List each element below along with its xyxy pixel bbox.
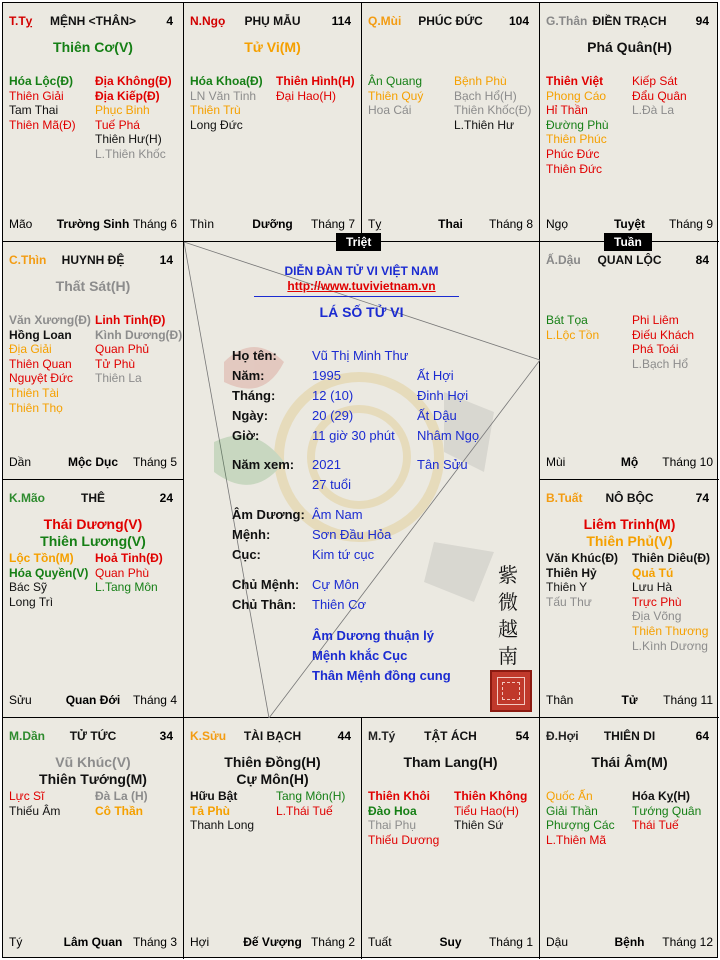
palace-header [546,491,713,507]
minor-star: Địa Võng [632,609,682,624]
minor-star: Thiên Khôi [368,789,430,803]
minor-star: Long Đức [190,117,243,132]
chinese-vertical-text: 紫 微 越 南 [498,563,518,668]
minor-star: Thiên Đức [546,161,603,176]
palace-age: 4 [166,14,173,28]
minor-star: Thiên Hình(H) [276,74,355,88]
footer-branch: Mùi [546,455,566,469]
note-line: Mệnh khắc Cục [312,648,408,663]
minor-star: Thiên La [95,371,142,386]
palace-age: 14 [159,253,173,267]
palace-age: 74 [695,491,709,505]
minor-star: Tuế Phá [95,117,140,132]
info-label: Cục: [232,547,261,562]
minor-star: Thiên Thọ [9,400,63,415]
minor-star: Thiên Tài [9,385,59,400]
major-star: Tử Vi(M) [244,39,301,55]
minor-star: Tam Thai [9,103,59,118]
minor-star: Giải Thần [546,803,598,818]
palace-month: Tháng 9 [668,217,713,231]
life-stage: Tử [621,693,638,707]
minor-stars-right [632,789,701,833]
minor-star: Hữu Bật [190,789,238,803]
minor-star: Thiếu Dương [368,832,440,847]
life-stage: Mộc Dục [67,455,118,469]
palace-header [546,253,713,269]
palace-footer [9,455,177,470]
palace-age: 114 [331,14,351,28]
palace-footer [546,935,713,950]
major-star: Thiên Tướng(M) [39,771,147,787]
palace-quan-loc [540,242,719,480]
minor-star: Phục Binh [95,103,150,118]
site-title: DIỄN ĐÀN TỬ VI VIỆT NAM [284,264,439,278]
footer-branch: Tuất [368,935,392,949]
tuan-tag: Tuần [604,233,652,251]
minor-star: L.Thiên Mã [546,832,607,847]
minor-stars-left [546,313,599,342]
major-star: Vũ Khúc(V) [55,754,131,770]
minor-star: Ân Quang [368,74,423,88]
minor-star: Phúc Đức [546,146,600,161]
minor-stars-right [632,313,694,371]
minor-star: Thiên Thương [632,623,709,638]
stem-branch: M.Dần [9,729,45,743]
palace-header [546,729,713,745]
minor-star: Kiếp Sát [632,74,678,88]
palace-name: NÔ BỘC [605,491,654,505]
palace-footer [368,217,533,232]
stem-branch: B.Tuất [546,491,583,505]
minor-star: Hóa Quyền(V) [9,565,89,580]
palace-header [9,491,177,507]
info-value: Vũ Thị Minh Thư [312,348,409,363]
minor-star: Thiên Giải [9,88,64,103]
minor-star: Tiểu Hao(H) [454,803,519,818]
life-stage: Mộ [620,455,639,469]
major-star: Thiên Cơ(V) [53,39,133,55]
info-label: Ngày: [232,408,269,423]
title-rule [254,296,459,297]
minor-stars-right [95,789,148,818]
minor-star: Đẩu Quân [632,88,687,103]
minor-stars-left [368,74,423,118]
minor-star: L.Thái Tuế [276,803,333,818]
palace-footer [368,935,533,950]
palace-age: 104 [508,14,529,28]
footer-branch: Thìn [190,217,215,231]
info-label: Chủ Thân: [232,597,297,612]
palace-name: PHÚC ĐỨC [418,14,483,28]
palace-header [9,14,177,30]
minor-star: Thiên Sứ [454,818,504,833]
palace-menh [3,3,184,242]
minor-star: Hóa Khoa(Đ) [190,74,263,88]
palace-name: TỬ TỨC [69,729,117,743]
minor-star: Kình Dương(Đ) [95,327,183,342]
life-stage: Quan Đới [65,693,121,707]
info-value: Kim tứ cục [312,547,375,562]
palace-month: Tháng 3 [132,935,177,949]
minor-star: Tang Môn(H) [276,789,346,803]
minor-stars-right [95,551,163,595]
palace-header [190,14,355,30]
info-label: Tháng: [232,388,276,403]
palace-month: Tháng 5 [132,455,177,469]
minor-star: Bạch Hổ(H) [454,88,517,103]
palace-phu-mau [184,3,362,242]
minor-star: Nguyệt Đức [9,371,74,386]
minor-stars-right [276,789,345,818]
minor-star: L.Kình Dương [632,638,708,653]
minor-star: Quả Tú [632,565,674,580]
palace-age: 54 [515,729,529,743]
stem-branch: Đ.Hợi [546,729,579,743]
major-star: Cự Môn(H) [236,771,309,787]
palace-header [9,729,177,745]
info-label: Năm xem: [232,457,295,472]
minor-star: Phong Cáo [546,88,607,103]
info-value: 11 giờ 30 phút [312,428,395,443]
minor-star: Tấu Thư [546,594,592,609]
minor-stars-right [632,74,687,118]
stem-branch: N.Ngọ [190,14,226,28]
minor-star: Quốc Ấn [546,789,593,803]
stem-branch: C.Thìn [9,253,47,267]
palace-month: Tháng 4 [132,693,177,707]
palace-month: Tháng 10 [662,455,713,469]
palace-month: Tháng 8 [488,217,533,231]
chart-title: LÁ SỐ TỬ VI [319,304,404,320]
minor-star: Bệnh Phù [454,74,507,88]
palace-header [190,729,355,745]
footer-branch: Hợi [190,935,210,949]
major-star: Tham Lang(H) [403,754,498,770]
minor-star: Đà La (H) [95,789,148,803]
footer-branch: Mão [9,217,33,231]
minor-star: Quan Phủ [95,342,150,357]
minor-star: Trực Phù [632,594,682,609]
minor-star: L.Thiên Khốc [95,146,166,161]
footer-branch: Thân [546,693,574,707]
minor-star: Đào Hoa [368,803,417,818]
palace-tai-bach [184,718,362,959]
minor-star: Lộc Tồn(M) [9,551,74,565]
stem-branch: K.Sửu [190,729,227,743]
palace-footer [546,455,713,470]
minor-star: L.Đà La [632,103,675,118]
palace-month: Tháng 7 [310,217,355,231]
palace-age: 34 [159,729,173,743]
minor-star: Thiên Trù [190,103,241,118]
note-line: Âm Dương thuận lý [312,628,434,643]
major-star: Thiên Lương(V) [40,533,146,549]
palace-name: THIÊN DI [603,729,656,743]
palace-name: TÀI BẠCH [243,729,302,743]
footer-branch: Tỵ [368,217,382,231]
palace-age: 44 [337,729,351,743]
horoscope-chart [2,2,718,958]
minor-stars-left [9,313,91,415]
minor-stars-left [9,74,76,132]
minor-star: Tử Phù [95,356,136,371]
info-label: Âm Dương: [232,507,305,522]
minor-star: Hóa Lộc(Đ) [9,74,73,88]
info-value-canchi: Ất Hợi [417,368,454,383]
palace-tat-ach [362,718,540,959]
info-label: Chủ Mệnh: [232,577,300,592]
minor-star: Điếu Khách [632,327,695,342]
stem-branch: Ấ.Dậu [546,253,581,267]
minor-star: Địa Giải [9,342,52,357]
center-panel [184,242,540,718]
palace-month: Tháng 11 [663,693,713,707]
minor-star: Thiên Diêu(Đ) [632,551,710,565]
minor-star: Văn Khúc(Đ) [546,551,618,565]
minor-star: Tả Phù [190,803,231,818]
life-stage: Thai [438,217,463,231]
palace-thien-di [540,718,719,959]
minor-star: Phá Toái [632,342,679,357]
stem-branch: T.Tỵ [9,14,33,28]
minor-star: Thiên Phúc [546,132,607,147]
life-stage: Dưỡng [252,217,293,231]
life-stage: Lâm Quan [63,935,123,949]
palace-name: ĐIỀN TRẠCH [592,14,667,28]
minor-star: Hóa Kỵ(H) [632,789,691,803]
palace-footer [546,217,713,232]
minor-star: Lưu Hà [632,580,673,595]
stem-branch: Q.Mùi [368,14,402,28]
palace-header [546,14,713,30]
info-value: 20 (29) [312,408,354,423]
minor-star: Đại Hao(H) [276,88,337,103]
info-value: 2021 [312,457,341,472]
minor-star: Bát Tọa [546,313,588,327]
age-value: 27 tuổi [312,477,352,492]
minor-star: Văn Xương(Đ) [9,313,91,327]
palace-tu-tuc [3,718,184,959]
minor-star: Hồng Loan [9,327,72,342]
minor-stars-right [454,74,531,132]
palace-age: 94 [695,14,709,28]
minor-stars-right [632,551,710,653]
palace-age: 84 [695,253,709,267]
major-star: Thất Sát(H) [55,278,131,294]
palace-age: 24 [159,491,173,505]
info-value-canchi: Nhâm Ngọ [417,428,480,443]
info-label: Họ tên: [232,348,277,363]
palace-header [368,729,533,745]
minor-star: Thiên Khốc(Đ) [454,103,532,118]
minor-star: Thiên Hư(H) [95,132,162,147]
footer-branch: Ngọ [546,217,569,231]
palace-footer [9,217,177,232]
info-label: Giờ: [232,428,260,443]
info-value: 1995 [312,368,341,383]
palace-footer [190,217,355,232]
minor-star: Bác Sỹ [9,580,48,595]
palace-footer [9,935,177,950]
red-seal [490,670,532,712]
info-value-canchi: Tân Sửu [417,457,468,472]
info-value-canchi: Ất Dậu [417,408,457,423]
footer-branch: Sửu [9,693,32,707]
palace-footer [190,935,355,950]
major-star: Thiên Đồng(H) [224,754,321,770]
palace-huynh-de [3,242,184,480]
minor-star: L.Thiên Hư [454,117,515,132]
minor-star: Thanh Long [190,818,255,833]
palace-month: Tháng 1 [488,935,533,949]
minor-star: Thiên Y [546,580,588,595]
minor-stars-left [368,789,439,847]
minor-star: Linh Tinh(Đ) [95,313,166,327]
palace-name: PHỤ MẪU [244,14,301,28]
triet-tag: Triệt [336,233,381,251]
minor-star: Thiên Hỷ [546,565,597,580]
major-star: Thái Dương(V) [43,516,143,532]
life-stage: Trường Sinh [56,217,130,231]
major-star: Liêm Trinh(M) [583,516,676,532]
palace-name: HUYNH ĐỆ [61,253,125,267]
major-star: Phá Quân(H) [587,39,672,55]
footer-branch: Tý [9,935,23,949]
minor-star: L.Bạch Hổ [632,356,689,371]
palace-age: 64 [695,729,709,743]
minor-star: Thái Tuế [632,818,679,833]
palace-name: TẬT ÁCH [424,729,477,743]
minor-star: L.Tang Môn [95,580,158,595]
palace-dien-trach [540,3,719,242]
footer-branch: Dần [9,455,32,469]
info-label: Năm: [232,368,265,383]
life-stage: Bệnh [614,935,645,949]
minor-star: Tướng Quân [632,803,702,818]
minor-star: Thiên Việt [546,74,604,88]
minor-star: Thiên Không [454,789,528,803]
minor-stars-left [9,789,60,818]
minor-star: Phượng Các [546,818,615,833]
footer-branch: Dậu [546,935,569,949]
info-value: Thiên Cơ [312,597,367,612]
minor-star: L.Lộc Tồn [546,327,600,342]
minor-stars-left [546,551,618,609]
minor-star: Lực Sĩ [9,789,45,803]
minor-stars-left [546,74,609,176]
minor-star: Cô Thần [95,803,143,818]
palace-footer [546,693,713,708]
minor-star: Thiên Quý [368,88,424,103]
minor-star: Đường Phù [546,117,609,132]
palace-month: Tháng 12 [662,935,713,949]
palace-name: QUAN LỘC [597,253,662,267]
life-stage: Tuyệt [613,217,646,231]
info-value: Cự Môn [312,577,359,592]
minor-stars-left [190,789,254,833]
minor-stars-left [546,789,615,847]
minor-star: Thiếu Âm [9,803,61,818]
info-value-canchi: Đinh Hợi [417,388,469,403]
minor-star: Địa Không(Đ) [95,74,172,88]
major-star: Thái Âm(M) [591,754,668,770]
palace-name: MỆNH <THÂN> [49,14,136,28]
minor-star: Thiên Mã(Đ) [9,117,76,132]
minor-star: Long Trì [9,594,54,609]
minor-stars-right [276,74,355,103]
palace-no-boc [540,480,719,718]
minor-star: Hỉ Thần [546,103,588,118]
minor-stars-left [9,551,88,609]
minor-star: Thiên Quan [9,356,72,371]
site-url[interactable]: http://www.tuvivietnam.vn [287,279,436,293]
palace-phuc-duc [362,3,540,242]
life-stage: Đế Vượng [243,935,302,949]
minor-stars-right [95,74,172,162]
palace-footer [9,693,177,708]
info-value: Âm Nam [312,507,363,522]
minor-stars-right [95,313,182,386]
minor-star: Thai Phụ [368,818,417,833]
stem-branch: M.Tý [368,729,396,743]
palace-name: THÊ [81,491,105,505]
palace-month: Tháng 6 [132,217,177,231]
palace-the [3,480,184,718]
stem-branch: K.Mão [9,491,45,505]
minor-star: Địa Kiếp(Đ) [95,88,160,103]
info-label: Mệnh: [232,527,271,542]
minor-star: Hoả Tinh(Đ) [95,551,163,565]
stem-branch: G.Thân [546,14,588,28]
minor-star: Quan Phù [95,565,150,580]
minor-stars-left [190,74,263,132]
info-value: Sơn Đầu Hỏa [312,527,392,542]
major-star: Thiên Phủ(V) [586,533,673,549]
palace-header [368,14,533,30]
note-line: Thân Mệnh đồng cung [312,668,451,683]
palace-month: Tháng 2 [310,935,355,949]
life-stage: Suy [439,935,462,949]
info-value: 12 (10) [312,388,354,403]
minor-star: LN Văn Tinh [190,88,257,103]
minor-star: Hoa Cái [368,103,412,118]
minor-stars-right [454,789,527,833]
palace-header [9,253,177,269]
minor-star: Phi Liêm [632,313,679,327]
